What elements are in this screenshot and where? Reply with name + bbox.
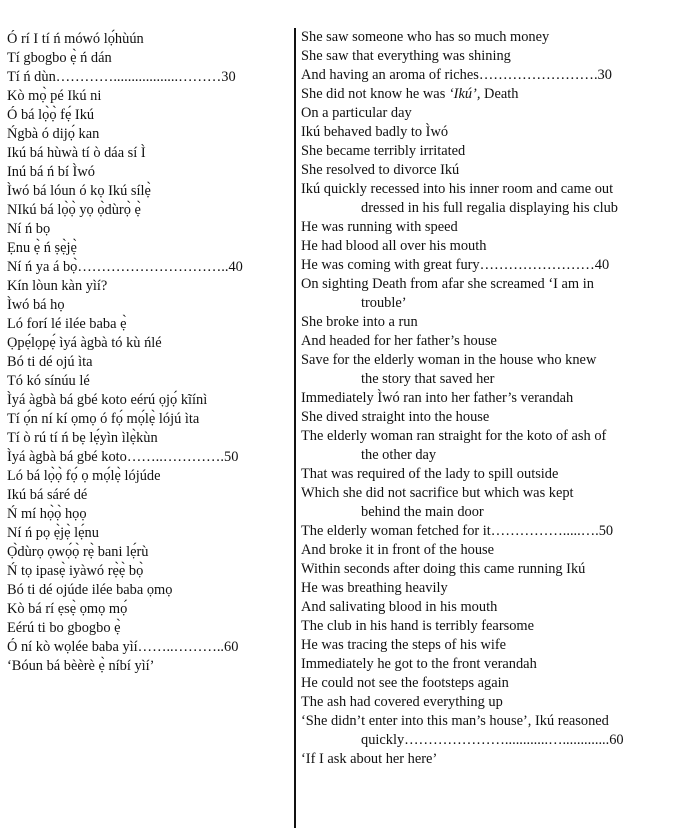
english-line: She broke into a run xyxy=(301,314,418,330)
english-line-after: Death xyxy=(480,86,519,102)
yoruba-line: Ní ń bọ xyxy=(7,221,51,237)
english-line: He had blood all over his mouth xyxy=(301,238,487,254)
english-line: And salivating blood in his mouth xyxy=(301,599,498,615)
yoruba-line: Ìwó bá lóun ó kọ Ikú sílẹ̀ xyxy=(7,183,151,199)
yoruba-line: Ó ní kò wọlée baba yìí……..………..60 xyxy=(7,639,239,655)
yoruba-line: Kò bá rí ẹsẹ̀ ọmọ mọ́ xyxy=(7,601,128,617)
yoruba-line: Ikú bá sáré dé xyxy=(7,487,88,503)
english-line: He was coming with great fury……………………40 xyxy=(301,257,610,273)
english-line-continuation: dressed in his full regalia displaying his club xyxy=(361,200,618,216)
yoruba-line: Ọ̀dùrọ ọwọ́ọ̀ rẹ̀ bani lẹ́rù xyxy=(7,544,149,560)
english-line: The elderly woman fetched for it…………….....….50 xyxy=(301,523,614,539)
yoruba-line: Bó ti dé ojúde ilée baba ọmọ xyxy=(7,582,173,598)
yoruba-line: Bó ti dé ojú ìta xyxy=(7,354,93,370)
english-line-continuation: the other day xyxy=(361,447,437,463)
english-line: Ikú quickly recessed into his inner room and came out xyxy=(301,181,614,197)
yoruba-line: Ló forí lé ilée baba ẹ̀ xyxy=(7,316,127,332)
english-line: She saw that everything was shining xyxy=(301,48,511,64)
english-line: On a particular day xyxy=(301,105,412,121)
english-line-continuation: quickly…………………............….............60 xyxy=(361,732,624,748)
english-line: The ash had covered everything up xyxy=(301,694,503,710)
english-line-continuation: trouble’ xyxy=(361,295,407,311)
english-line: He was breathing heavily xyxy=(301,580,448,596)
english-line: Immediately Ìwó ran into her father’s verandah xyxy=(301,390,574,406)
yoruba-line: Tí ò rú tí ń bẹ lẹ́yìn ìlẹ̀kùn xyxy=(7,430,158,446)
yoruba-line: Tí ọ́n ní kí ọmọ ó fọ́ mọ́lẹ̀ lójú ìta xyxy=(7,411,200,427)
yoruba-line: Ń tọ ipasẹ̀ iyàwó rẹ̀ẹ̀ bọ̀ xyxy=(7,563,144,579)
english-line: He was running with speed xyxy=(301,219,458,235)
yoruba-line: Ní ń pọ ẹ̀jẹ̀ lẹ́nu xyxy=(7,525,99,541)
english-line: And having an aroma of riches…………………….30 xyxy=(301,67,612,83)
english-line: ‘She didn’t enter into this man’s house’, Ikú reasoned xyxy=(301,713,609,729)
yoruba-line: Inú bá ń bí Ìwó xyxy=(7,164,95,180)
english-line: ‘If I ask about her here’ xyxy=(301,751,438,767)
english-line-text: She did not know he was xyxy=(301,86,449,102)
yoruba-column xyxy=(7,30,289,676)
yoruba-line: Ó bá lọ̀ọ̀ fẹ́ Ikú xyxy=(7,107,95,123)
yoruba-line: Kò mọ̀ pé Ikú ni xyxy=(7,88,102,104)
yoruba-line: Ìyá àgbà bá gbé koto eérú ọjọ́ kĩínì xyxy=(7,392,208,408)
yoruba-line: NIkú bá lọ̀ọ̀ yọ ọ̀dùrọ̀ ẹ̀ xyxy=(7,202,141,218)
english-line: She dived straight into the house xyxy=(301,409,490,425)
english-line: Which she did not sacrifice but which was kept xyxy=(301,485,574,501)
english-line-italic: ‘Ikú’, xyxy=(448,86,481,102)
yoruba-line: Ikú bá hùwà tí ò dáa sí Ì xyxy=(7,145,146,161)
english-column xyxy=(301,28,679,769)
yoruba-line: Ó rí I tí ń mówó lọ́hùún xyxy=(7,31,144,47)
yoruba-line: Tí ń dùn…………..................………30 xyxy=(7,69,236,85)
english-line: And broke it in front of the house xyxy=(301,542,495,558)
yoruba-line: Ọpẹ́lọpẹ́ ìyá àgbà tó kù ńlé xyxy=(7,335,162,351)
english-line: He was tracing the steps of his wife xyxy=(301,637,507,653)
yoruba-line: Ìyá àgbà bá gbé koto……..………….50 xyxy=(7,449,239,465)
english-line: He could not see the footsteps again xyxy=(301,675,509,691)
yoruba-line: Kín lòun kàn yìí? xyxy=(7,278,108,294)
yoruba-line: Ní ń ya á bọ̀…………………………..40 xyxy=(7,259,243,275)
english-line: Ikú behaved badly to Ìwó xyxy=(301,124,449,140)
yoruba-line: ‘Bóun bá bèèrè ẹ̀ níbí yìí’ xyxy=(7,658,155,674)
english-line-continuation: behind the main door xyxy=(361,504,484,520)
yoruba-line: Tí gbogbo ẹ̀ ń dán xyxy=(7,50,112,66)
english-line: Within seconds after doing this came running Ikú xyxy=(301,561,586,577)
english-line-continuation: the story that saved her xyxy=(361,371,495,387)
english-line: She became terribly irritated xyxy=(301,143,466,159)
english-line: And headed for her father’s house xyxy=(301,333,497,349)
english-line: Save for the elderly woman in the house who knew xyxy=(301,352,597,368)
yoruba-line: Ńgbà ó dijọ́ kan xyxy=(7,126,100,142)
english-line: She saw someone who has so much money xyxy=(301,29,550,45)
english-line: The club in his hand is terribly fearsome xyxy=(301,618,534,634)
english-line: She resolved to divorce Ikú xyxy=(301,162,460,178)
yoruba-line: Tó kó sínúu lé xyxy=(7,373,90,389)
yoruba-line: Ló bá lọ̀ọ̀ fọ́ ọ mọ́lẹ̀ lójúde xyxy=(7,468,161,484)
yoruba-line: Eérú ti bo gbogbo ẹ̀ xyxy=(7,620,121,636)
english-line: Immediately he got to the front verandah xyxy=(301,656,537,672)
english-line xyxy=(301,85,679,104)
yoruba-line: Ń mí họ̀ọ̀ họọ xyxy=(7,506,87,522)
english-line: That was required of the lady to spill outside xyxy=(301,466,559,482)
yoruba-line: Ẹnu ẹ̀ ń ṣẹ̀jẹ̀ xyxy=(7,240,77,256)
yoruba-line: Ìwó bá họ xyxy=(7,297,65,313)
column-divider xyxy=(294,28,296,828)
english-line: On sighting Death from afar she screamed ‘I am in xyxy=(301,276,594,292)
english-line: The elderly woman ran straight for the koto of ash of xyxy=(301,428,607,444)
